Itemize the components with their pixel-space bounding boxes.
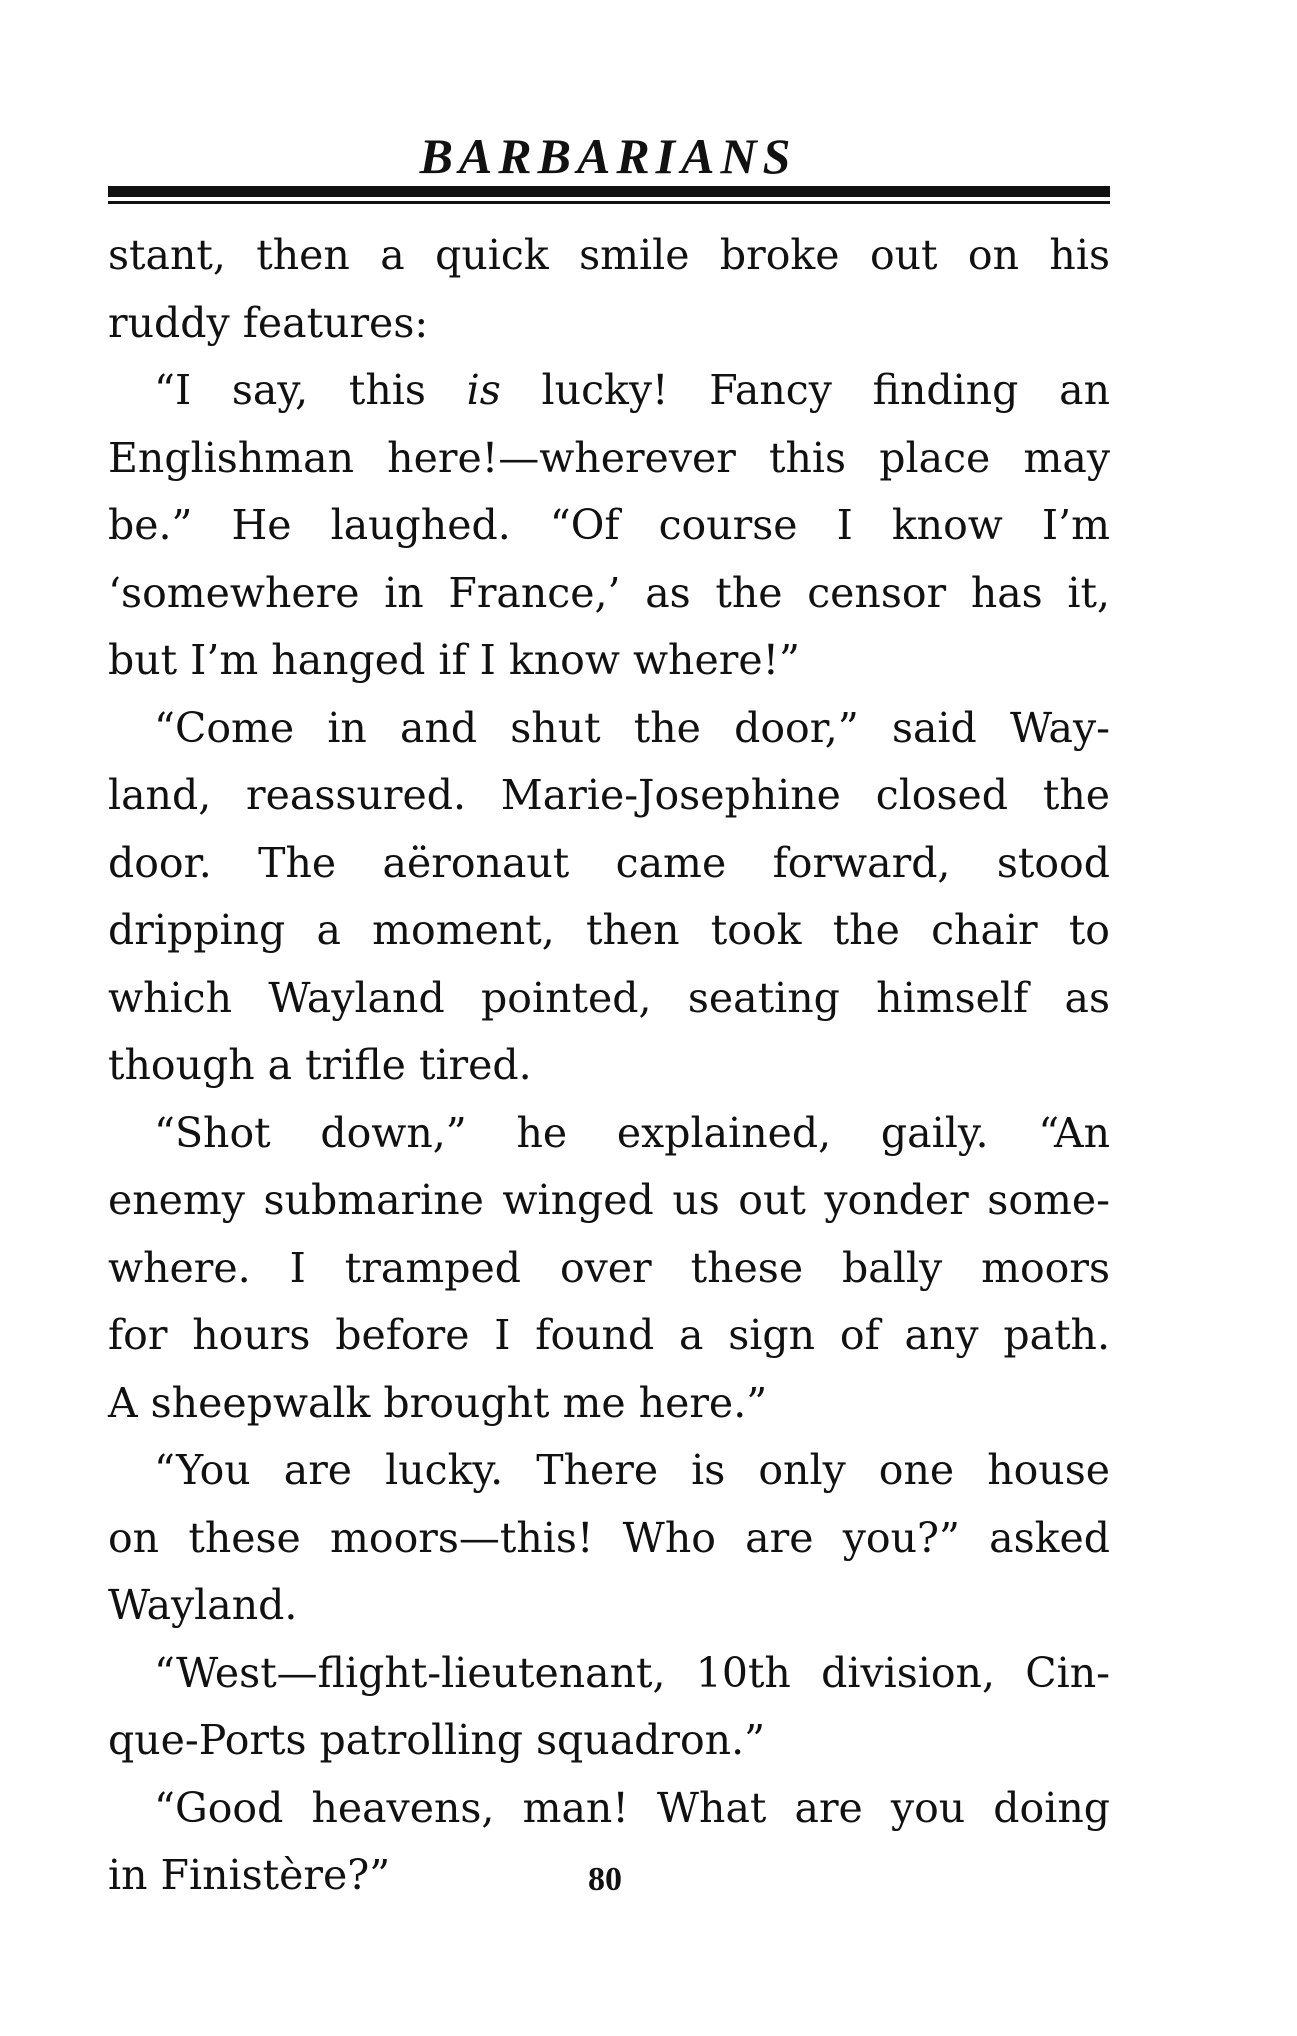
- emphasis: is: [466, 366, 501, 414]
- text-line: que-Ports patrolling squadron.”: [108, 1716, 766, 1764]
- text-line: be.” He laughed. “Of course I know I’m: [108, 501, 1110, 549]
- text-line: “West—flight-lieutenant, 10th division, Cin-: [154, 1648, 1110, 1697]
- text-line: in Finistère?”: [108, 1851, 391, 1899]
- text-line: enemy submarine winged us out yonder some-: [108, 1176, 1110, 1224]
- text-line: “Shot down,” he explained, gaily. “An: [154, 1108, 1110, 1157]
- running-head: BARBARIANS: [419, 128, 797, 184]
- text-line: “You are lucky. There is only one house: [154, 1446, 1110, 1494]
- text-line: stant, then a quick smile broke out on his: [108, 231, 1110, 279]
- text-line: though a trifle tired.: [108, 1041, 532, 1089]
- text-line: A sheepwalk brought me here.”: [108, 1378, 768, 1427]
- text-line: Englishman here!—wherever this place may: [108, 433, 1110, 482]
- text-line: Wayland.: [108, 1581, 298, 1629]
- text-line: on these moors—this! Who are you?” asked: [108, 1513, 1110, 1562]
- text-line: but I’m hanged if I know where!”: [108, 636, 801, 684]
- text-line: “Come in and shut the door,” said Way-: [154, 703, 1110, 752]
- text-line: ‘somewhere in France,’ as the censor has it,: [108, 568, 1110, 617]
- header-rule-thin: [108, 201, 1110, 204]
- text-line: door. The aëronaut came forward, stood: [108, 838, 1110, 887]
- body-text: [108, 222, 1110, 1910]
- text-line: “I say, this is lucky! Fancy finding an: [154, 366, 1110, 414]
- text-line: where. I tramped over these bally moors: [108, 1243, 1110, 1292]
- text-line: for hours before I found a sign of any path.: [108, 1311, 1110, 1359]
- text-line: which Wayland pointed, seating himself as: [108, 973, 1110, 1022]
- text-line: dripping a moment, then took the chair to: [108, 906, 1110, 954]
- page-number: 80: [588, 1861, 622, 1898]
- text-line: ruddy features:: [108, 298, 429, 347]
- text-line: “Good heavens, man! What are you doing: [154, 1783, 1110, 1832]
- header-rule-thick: [108, 186, 1110, 197]
- text-line: land, reassured. Marie-Josephine closed the: [108, 771, 1110, 819]
